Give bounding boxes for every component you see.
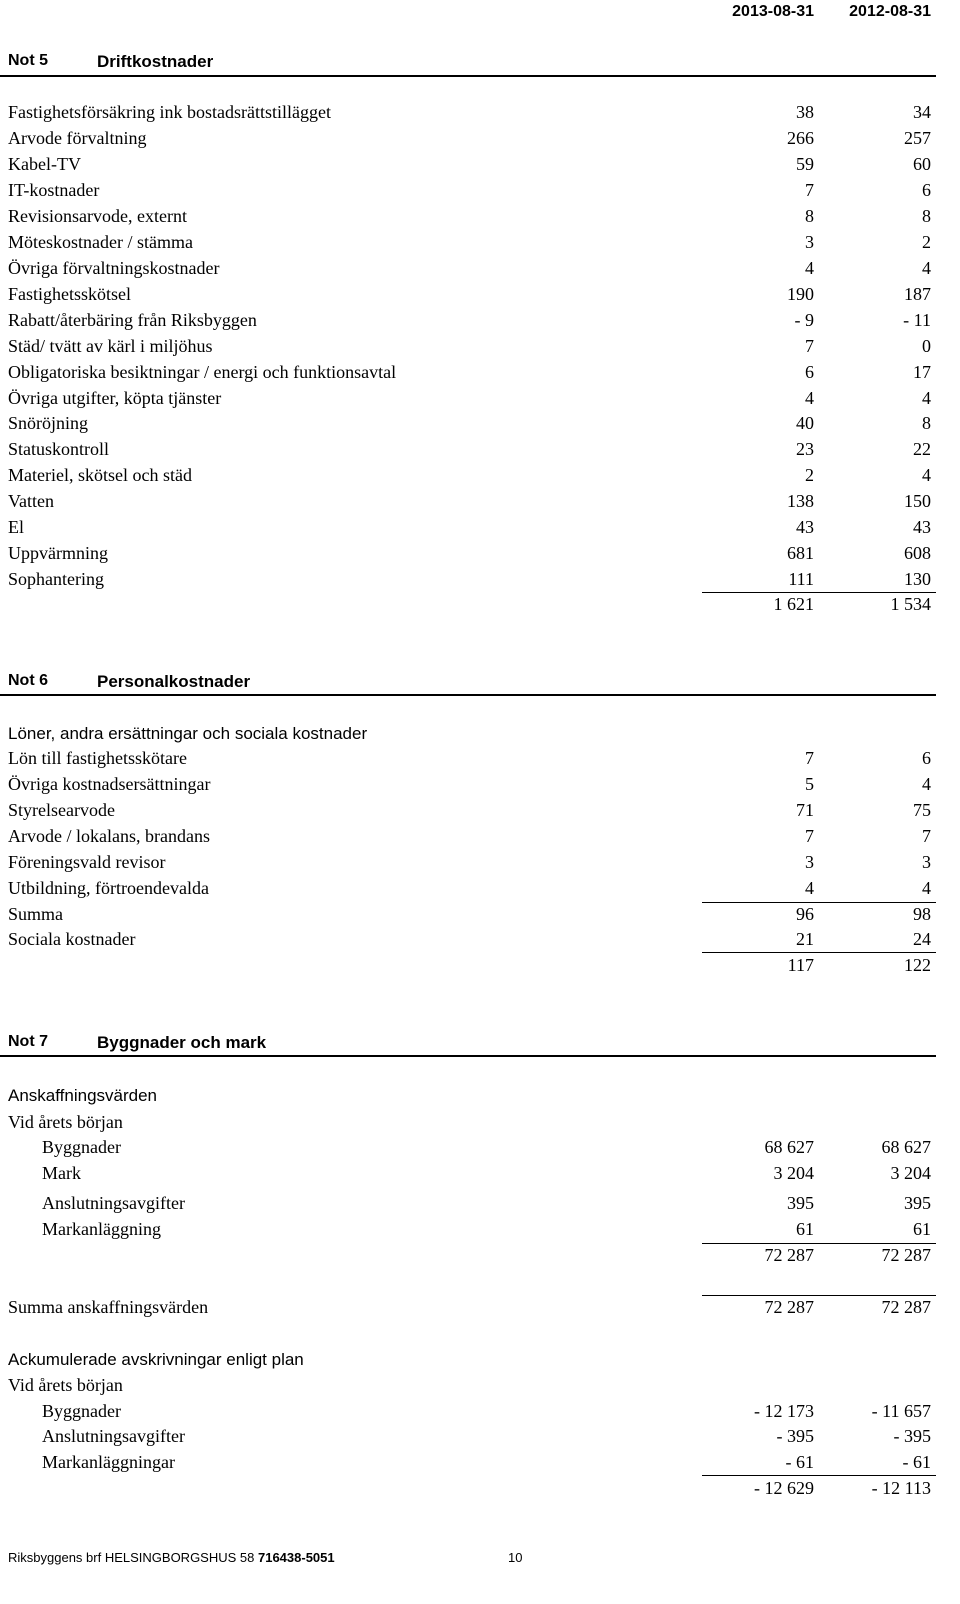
table-row: Fastighetsskötsel 190 187 [8,284,931,304]
not6-title: Personalkostnader [97,672,251,691]
table-row: Byggnader 68 627 68 627 [42,1137,931,1157]
not6-rule [0,694,936,696]
not6-subhead: Löner, andra ersättningar och sociala kostnader [8,724,368,743]
table-row: Lön till fastighetsskötare 7 6 [8,748,931,768]
avskrivningar-subhead: Ackumulerade avskrivningar enligt plan [8,1350,304,1369]
subtotal-row: 72 287 72 287 [764,1245,931,1265]
not7-number: Not 7 [8,1033,48,1050]
table-row: Statuskontroll 23 22 [8,439,931,459]
table-row: Mark 3 204 3 204 [42,1163,931,1183]
table-row: Anslutningsavgifter - 395 - 395 [42,1426,931,1446]
table-row: IT-kostnader 7 6 [8,180,931,200]
table-row: Anslutningsavgifter 395 395 [42,1193,931,1213]
table-row: Städ/ tvätt av kärl i miljöhus 7 0 [8,336,931,356]
sum-line [702,1243,936,1244]
sum-line [702,1295,936,1296]
footer-organization: Riksbyggens brf HELSINGBORGSHUS 58 716438-5051 [8,1550,335,1565]
start-label: Vid årets början [8,1375,123,1395]
table-row: Rabatt/återbäring från Riksbyggen - 9 - 11 [8,310,931,330]
not7-rule [0,1055,936,1057]
sum-line [702,592,936,593]
table-row: Övriga förvaltningskostnader 4 4 [8,258,931,278]
table-row: Markanläggningar - 61 - 61 [42,1452,931,1472]
table-row: Obligatoriska besiktningar / energi och funktionsavtal 6 17 [8,362,931,382]
not7-title: Byggnader och mark [97,1033,267,1052]
table-row: Övriga utgifter, köpta tjänster 4 4 [8,388,931,408]
page-number: 10 [508,1550,523,1565]
table-row: Vatten 138 150 [8,491,931,511]
not5-number: Not 5 [8,52,48,69]
table-row: Fastighetsförsäkring ink bostadsrättstillägget 38 34 [8,102,931,122]
anskaffning-subhead: Anskaffningsvärden [8,1086,158,1105]
start-label: Vid årets början [8,1112,123,1132]
subtotal-row: - 12 629 - 12 113 [754,1478,931,1498]
column-header-2013: 2013-08-31 [732,3,814,20]
sum-line [702,902,936,903]
column-header-2012: 2012-08-31 [849,3,931,20]
table-row: Styrelsearvode 71 75 [8,800,931,820]
table-row: Materiel, skötsel och städ 2 4 [8,465,931,485]
table-row: Uppvärmning 681 608 [8,543,931,563]
table-row: Kabel-TV 59 60 [8,154,931,174]
table-row: Föreningsvald revisor 3 3 [8,852,931,872]
summa-row: Summa 96 98 [8,904,931,924]
table-row: Markanläggning 61 61 [42,1219,931,1239]
sum-line [702,1475,936,1476]
table-row: Övriga kostnadsersättningar 5 4 [8,774,931,794]
summa-anskaffning-row: Summa anskaffningsvärden 72 287 72 287 [8,1297,931,1317]
sociala-row: Sociala kostnader 21 24 [8,929,931,949]
not5-rule [0,75,936,77]
total-row: 117 122 [787,955,931,975]
table-row: El 43 43 [8,517,931,537]
table-row: Snöröjning 40 8 [8,413,931,433]
not6-number: Not 6 [8,672,48,689]
table-row: Utbildning, förtroendevalda 4 4 [8,878,931,898]
table-row: Byggnader - 12 173 - 11 657 [42,1401,931,1421]
table-row: Sophantering 111 130 [8,569,931,589]
table-row: Revisionsarvode, externt 8 8 [8,206,931,226]
not5-title: Driftkostnader [97,52,214,71]
table-row: Möteskostnader / stämma 3 2 [8,232,931,252]
sum-line [702,952,936,953]
total-row: 1 621 1 534 [773,594,931,614]
table-row: Arvode / lokalans, brandans 7 7 [8,826,931,846]
table-row: Arvode förvaltning 266 257 [8,128,931,148]
